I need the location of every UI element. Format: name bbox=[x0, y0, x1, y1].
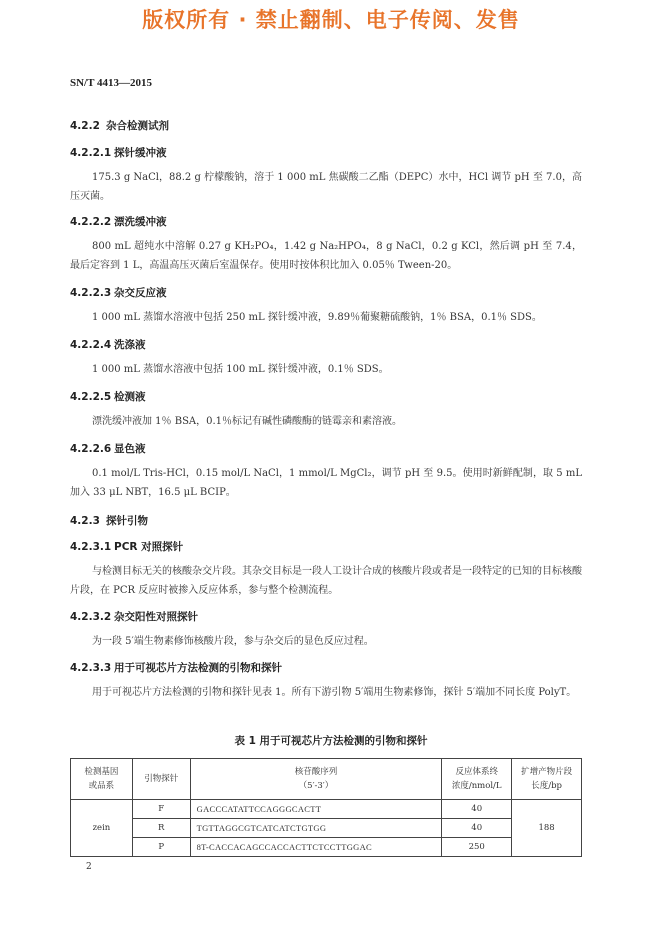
cell-concentration: 40 bbox=[442, 819, 512, 838]
table-row bbox=[71, 838, 582, 857]
header-sequence: 核苷酸序列 （5′-3′） bbox=[190, 759, 442, 800]
heading-number: 4.2.2.5 bbox=[70, 391, 112, 403]
heading-title: 杂交反应液 bbox=[114, 287, 167, 299]
page-number: 2 bbox=[86, 862, 92, 872]
cell-primer: P bbox=[132, 838, 190, 857]
heading-number: 4.2.3.1 bbox=[70, 541, 112, 553]
heading-number: 4.2.2.2 bbox=[70, 216, 112, 228]
cell-concentration: 250 bbox=[442, 838, 512, 857]
table-header-row bbox=[71, 759, 582, 800]
heading-4-2-2-6 bbox=[70, 441, 146, 456]
paragraph-positive-control-probe: 为一段 5′端生物素修饰核酸片段，参与杂交后的显色反应过程。 bbox=[92, 636, 374, 647]
header-concentration: 反应体系终 浓度/nmol/L bbox=[442, 759, 512, 800]
heading-number: 4.2.3 bbox=[70, 515, 100, 527]
heading-title: 探针引物 bbox=[106, 515, 148, 527]
paragraph-color-solution: 0.1 mol/L Tris-HCl，0.15 mol/L NaCl，1 mmol/L MgCl₂，调节 pH 至 9.5。使用时新鲜配制，取 5 mL 加入 33 μL NBT，16.5 μL BCIP。 bbox=[70, 468, 582, 498]
paragraph-hybridization-solution: 1 000 mL 蒸馏水溶液中包括 250 mL 探针缓冲液，9.89％葡聚糖硫酸钠，1％ BSA，0.1％ SDS。 bbox=[92, 312, 542, 323]
heading-4-2-2-4 bbox=[70, 337, 146, 352]
heading-number: 4.2.2 bbox=[70, 120, 100, 132]
cell-sequence: TGTTAGGCGTCATCATCTGTGG bbox=[190, 819, 442, 838]
standard-number: SN/T 4413—2015 bbox=[70, 77, 153, 89]
heading-title: PCR 对照探针 bbox=[114, 541, 184, 553]
table-row bbox=[71, 819, 582, 838]
watermark: 版权所有 · 禁止翻制、电子传阅、发售 bbox=[142, 8, 520, 32]
heading-title: 用于可视芯片方法检测的引物和探针 bbox=[114, 662, 282, 674]
heading-number: 4.2.2.6 bbox=[70, 443, 112, 455]
heading-title: 显色液 bbox=[114, 443, 146, 455]
heading-number: 4.2.2.1 bbox=[70, 147, 112, 159]
heading-4-2-2-1 bbox=[70, 145, 167, 160]
heading-title: 杂交阳性对照探针 bbox=[114, 611, 198, 623]
heading-title: 洗涤液 bbox=[114, 339, 146, 351]
header-gene: 检测基因 或品系 bbox=[71, 759, 133, 800]
heading-number: 4.2.2.4 bbox=[70, 339, 112, 351]
cell-gene: zein bbox=[71, 800, 133, 857]
table-row bbox=[71, 800, 582, 819]
cell-length: 188 bbox=[512, 800, 582, 857]
heading-number: 4.2.3.2 bbox=[70, 611, 112, 623]
paragraph-primers-probes: 用于可视芯片方法检测的引物和探针见表 1。所有下游引物 5′端用生物素修饰，探针 5′端加不同长度 PolyT。 bbox=[92, 687, 577, 698]
heading-4-2-3-1 bbox=[70, 539, 183, 554]
heading-4-2-2-2 bbox=[70, 214, 167, 229]
heading-title: 漂洗缓冲液 bbox=[114, 216, 167, 228]
paragraph-probe-buffer: 175.3 g NaCl，88.2 g 柠檬酸钠，溶于 1 000 mL 焦碳酸二乙酯（DEPC）水中，HCl 调节 pH 至 7.0，高压灭菌。 bbox=[70, 172, 582, 202]
heading-4-2-3-3 bbox=[70, 660, 282, 675]
heading-4-2-2-5 bbox=[70, 389, 146, 404]
cell-concentration: 40 bbox=[442, 800, 512, 819]
heading-number: 4.2.2.3 bbox=[70, 287, 112, 299]
paragraph-washing-solution: 1 000 mL 蒸馏水溶液中包括 100 mL 探针缓冲液，0.1％ SDS。 bbox=[92, 364, 389, 375]
cell-sequence: GACCCATATTCCAGGGCACTT bbox=[190, 800, 442, 819]
heading-title: 检测液 bbox=[114, 391, 146, 403]
heading-4-2-2-3 bbox=[70, 285, 167, 300]
heading-number: 4.2.3.3 bbox=[70, 662, 112, 674]
cell-sequence: 8T-CACCACAGCCACCACTTCTCCTTGGAC bbox=[190, 838, 442, 857]
header-primer: 引物探针 bbox=[132, 759, 190, 800]
paragraph-pcr-control-probe: 与检测目标无关的核酸杂交片段。其杂交目标是一段人工设计合成的核酸片段或者是一段特定的已知的目标核酸片段，在 PCR 反应时被掺入反应体系，参与整个检测流程。 bbox=[70, 566, 582, 596]
cell-primer: R bbox=[132, 819, 190, 838]
paragraph-detection-solution: 漂洗缓冲液加 1％ BSA，0.1％标记有碱性磷酸酶的链霉亲和素溶液。 bbox=[92, 416, 403, 427]
heading-4-2-3-2 bbox=[70, 609, 198, 624]
heading-title: 杂合检测试剂 bbox=[106, 120, 169, 132]
table-caption: 表 1 用于可视芯片方法检测的引物和探针 bbox=[234, 735, 428, 747]
heading-4-2-3 bbox=[70, 513, 148, 528]
primer-probe-table bbox=[70, 758, 582, 857]
heading-title: 探针缓冲液 bbox=[114, 147, 167, 159]
cell-primer: F bbox=[132, 800, 190, 819]
heading-4-2-2 bbox=[70, 118, 169, 133]
header-length: 扩增产物片段 长度/bp bbox=[512, 759, 582, 800]
paragraph-wash-buffer: 800 mL 超纯水中溶解 0.27 g KH₂PO₄，1.42 g Na₂HPO₄，8 g NaCl，0.2 g KCl，然后调 pH 至 7.4，最后定容到 1 L，高温高压灭菌后室温保存。使用时按体积比加入 0.05％ Tween-20。 bbox=[70, 241, 582, 271]
